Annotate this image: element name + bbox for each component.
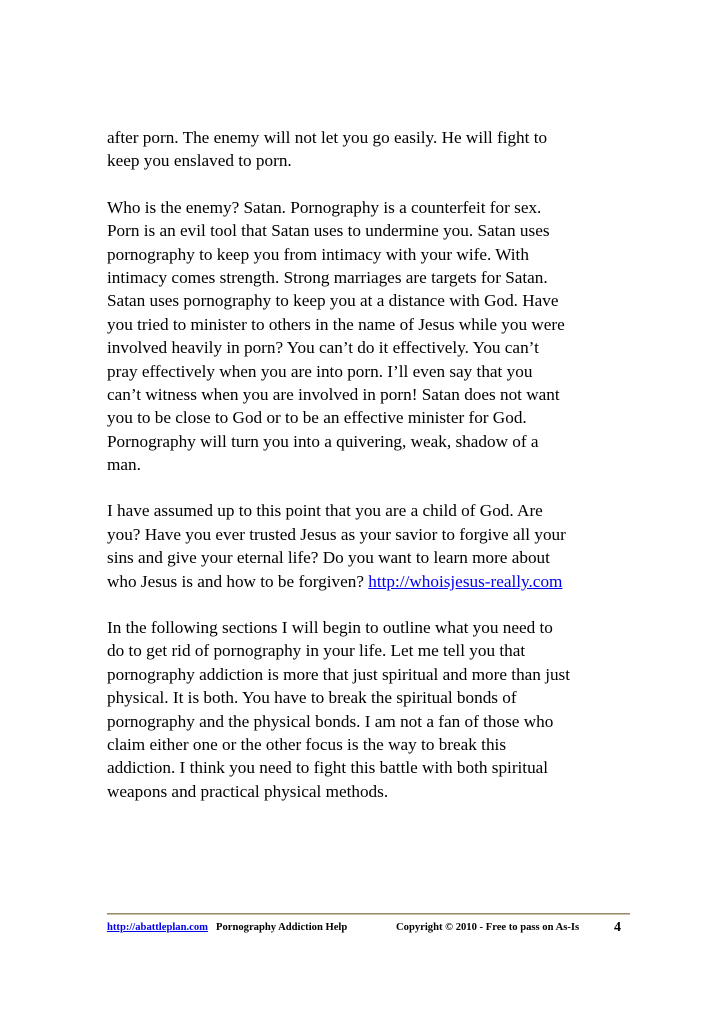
paragraph-1 [107, 126, 637, 173]
text-line: do to get rid of pornography in your life. Let me tell you that [107, 641, 526, 661]
footer-title: Pornography Addiction Help [216, 922, 348, 933]
text-line: after porn. The enemy will not let you go easily. He will fight to [107, 128, 548, 147]
text-line: addiction. I think you need to fight this battle with both spiritual [107, 758, 549, 778]
text-line: Pornography will turn you into a quivering, weak, shadow of a [107, 431, 539, 451]
text-line: pray effectively when you are into porn. I’ll even say that you [107, 361, 533, 381]
text-line: In the following sections I will begin to outline what you need to [107, 618, 553, 638]
text-line: can’t witness when you are involved in porn! Satan does not want [107, 384, 560, 404]
text-line: claim either one or the other focus is the way to break this [107, 734, 507, 754]
page-number: 4 [614, 920, 621, 935]
text-line: physical. It is both. You have to break the spiritual bonds of [107, 688, 517, 708]
body-text [107, 126, 637, 826]
text-line: pornography and the physical bonds. I am not a fan of those who [107, 711, 554, 731]
paragraph-2 [107, 196, 637, 477]
text-line: you tried to minister to others in the name of Jesus while you were [107, 314, 565, 334]
text-line: Satan uses pornography to keep you at a distance with God. Have [107, 291, 559, 311]
text-line: pornography addiction is more that just spiritual and more than just [107, 664, 571, 684]
text-line: man. [107, 455, 141, 475]
text-line: sins and give your eternal life? Do you want to learn more about [107, 548, 550, 568]
text-line: you? Have you ever trusted Jesus as your savior to forgive all your [107, 524, 566, 544]
text-line: Porn is an evil tool that Satan uses to undermine you. Satan uses [107, 221, 550, 241]
paragraph-3 [107, 499, 637, 593]
whoisjesus-link[interactable]: http://whoisjesus-really.com [368, 571, 563, 591]
text-line-with-link [107, 570, 637, 593]
footer-copyright: Copyright © 2010 - Free to pass on As-Is [396, 922, 580, 933]
text-line: Who is the enemy? Satan. Pornography is a counterfeit for sex. [107, 197, 542, 217]
text-line: intimacy comes strength. Strong marriages are targets for Satan. [107, 267, 548, 287]
text-line: I have assumed up to this point that you are a child of God. Are [107, 501, 543, 521]
page-footer [107, 918, 630, 938]
text-line: involved heavily in porn? You can’t do it effectively. You can’t [107, 338, 539, 358]
paragraph-4 [107, 616, 637, 803]
text-line: pornography to keep you from intimacy with your wife. With [107, 244, 529, 264]
footer-divider [107, 913, 630, 915]
text-line: you to be close to God or to be an effective minister for God. [107, 408, 527, 428]
footer-site-link[interactable]: http://abattleplan.com [107, 922, 208, 933]
text-line: weapons and practical physical methods. [107, 781, 389, 801]
text-line: keep you enslaved to porn. [107, 151, 292, 171]
text-fragment: who Jesus is and how to be forgiven? [107, 571, 369, 591]
